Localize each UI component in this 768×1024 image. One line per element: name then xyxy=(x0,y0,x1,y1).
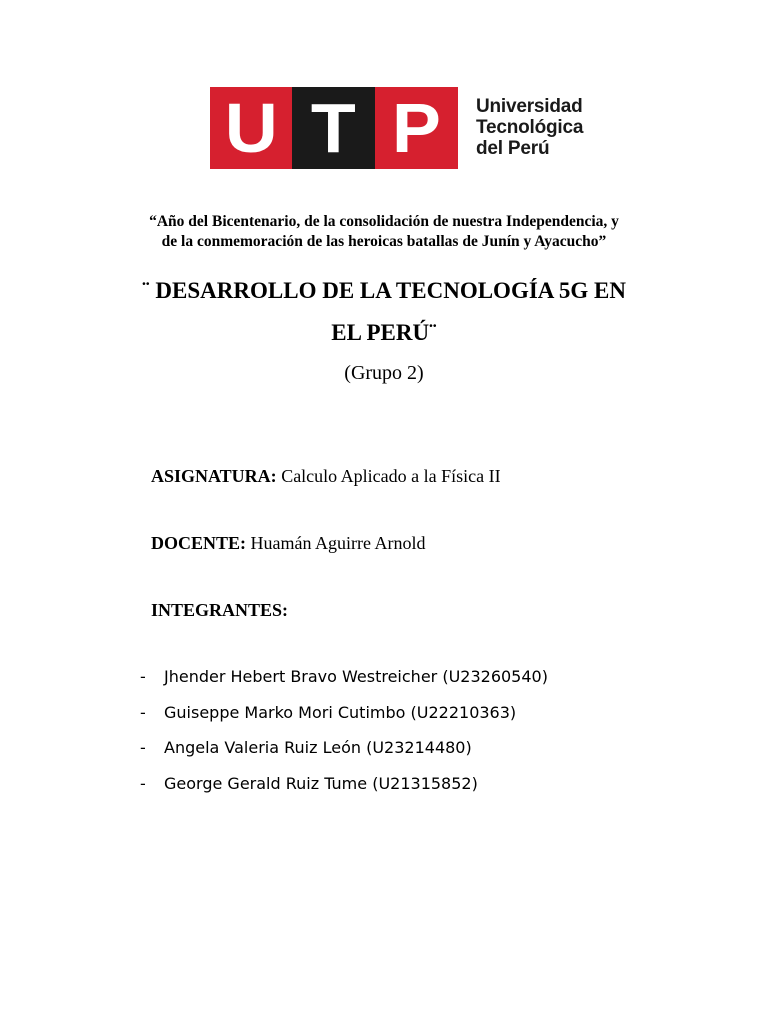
list-item xyxy=(140,736,548,772)
logo-letter-p: P xyxy=(391,89,442,167)
member-name: Angela Valeria Ruiz León (U23214480) xyxy=(164,738,472,757)
logo-wordmark xyxy=(476,96,616,159)
utp-logo xyxy=(210,87,600,169)
list-bullet: - xyxy=(140,738,146,757)
logo-text-line-1: Universidad xyxy=(476,96,583,117)
title-line-2: EL PERÚ¨ xyxy=(331,320,437,345)
members-label: INTEGRANTES: xyxy=(151,600,289,620)
list-bullet: - xyxy=(140,773,146,793)
logo-letter-t: T xyxy=(311,89,356,167)
motto-line-1: “Año del Bicentenario, de la consolidación de nuestra Independencia, y xyxy=(149,213,619,230)
list-item xyxy=(140,772,548,808)
member-name: Jhender Hebert Bravo Westreicher (U23260540) xyxy=(164,667,548,686)
members-heading xyxy=(151,598,288,622)
title-line-1: ¨ DESARROLLO DE LA TECNOLOGÍA 5G EN xyxy=(142,278,626,303)
logo-text-line-2: Tecnológica xyxy=(476,117,584,138)
motto-line-2: de la conmemoración de las heroicas batallas de Junín y Ayacucho” xyxy=(161,233,607,250)
subject-value: Calculo Aplicado a la Física II xyxy=(276,466,501,486)
document-title xyxy=(84,270,684,354)
member-name: George Gerald Ruiz Tume (U21315852) xyxy=(164,773,478,793)
teacher-field xyxy=(151,531,425,555)
logo-letter-u: U xyxy=(224,89,278,167)
teacher-label: DOCENTE: xyxy=(151,533,247,553)
subject-label: ASIGNATURA: xyxy=(151,466,277,486)
logo-letter-t-box xyxy=(292,87,375,169)
list-bullet: - xyxy=(140,667,146,686)
logo-text-line-3: del Perú xyxy=(476,138,550,159)
list-bullet: - xyxy=(140,702,146,722)
subject-field xyxy=(151,464,501,488)
teacher-value: Huamán Aguirre Arnold xyxy=(246,533,426,553)
logo-letter-p-box xyxy=(375,87,458,169)
group-label: (Grupo 2) xyxy=(344,362,424,384)
members-list xyxy=(140,665,548,807)
year-motto xyxy=(84,212,684,252)
list-item xyxy=(140,701,548,737)
member-name: Guiseppe Marko Mori Cutimbo (U22210363) xyxy=(164,702,517,722)
logo-letter-u-box xyxy=(210,87,292,169)
list-item xyxy=(140,665,548,701)
